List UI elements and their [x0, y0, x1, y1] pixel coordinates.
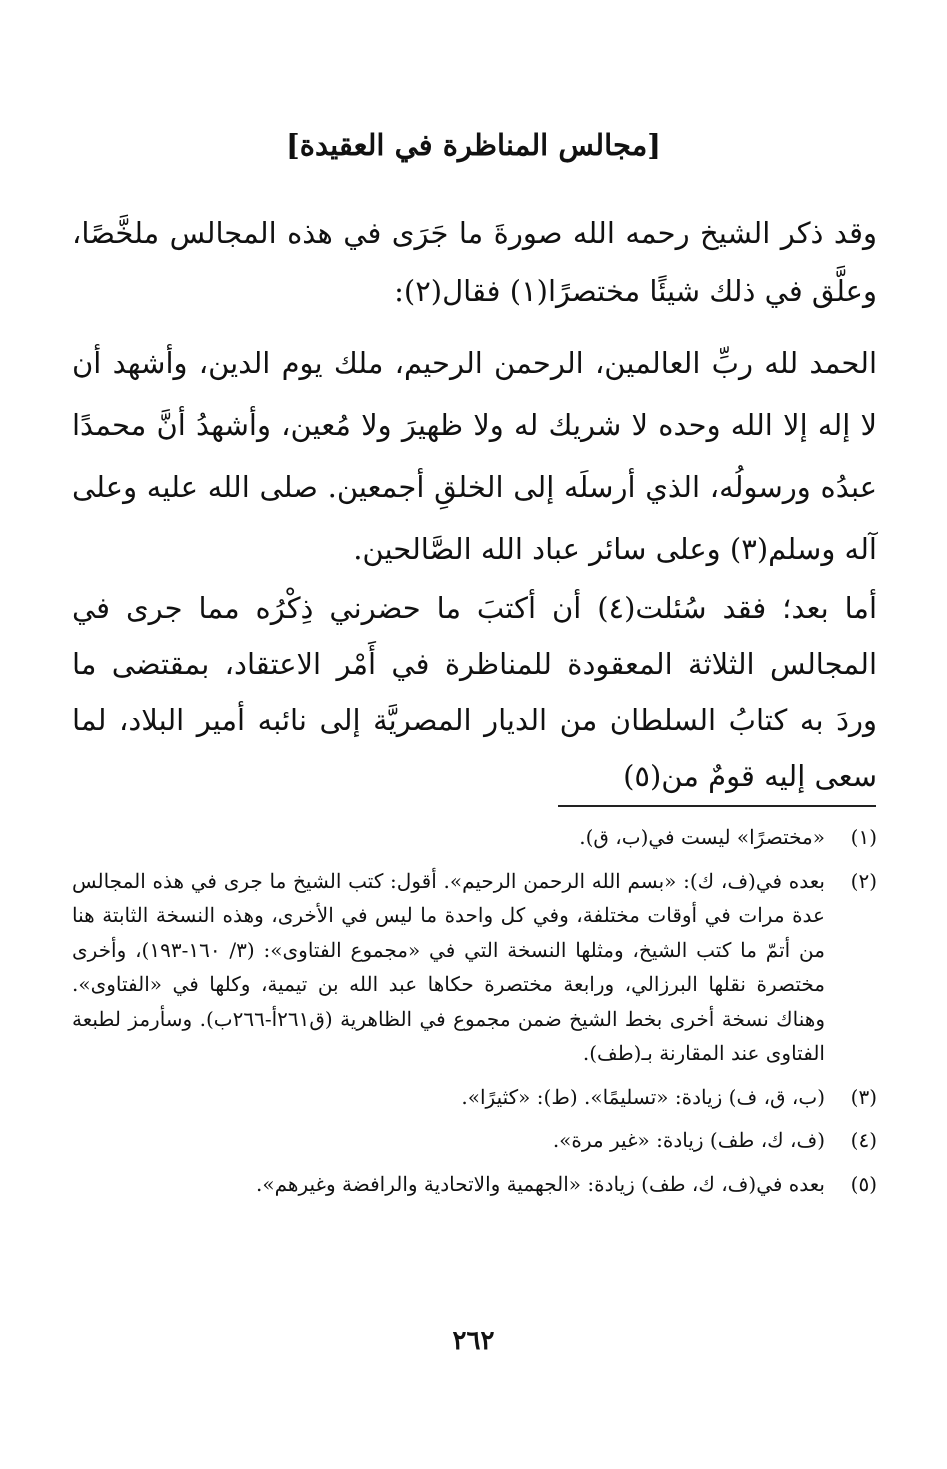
footnote-text: «مختصرًا» ليست في(ب، ق).: [579, 825, 825, 849]
body-paragraph-question: أما بعد؛ فقد سُئلت(٤) أن أكتبَ ما حضرني ذِكْرُه مما جرى في المجالس الثلاثة المعقودة للمناظرة في أَمْر الاعتقاد، بمقتضى ما وردَ به كتابُ السلطان من الديار المصريَّة إلى نائبه أمير البلاد، لما سعى إليه قومٌ من(٥): [72, 591, 877, 793]
footnote: [72, 864, 877, 1071]
footnote-number: (٥): [850, 1171, 877, 1196]
footnotes: [72, 820, 877, 1210]
footnote-number: (٤): [850, 1128, 877, 1152]
footnote: [72, 1080, 877, 1115]
body-paragraph-praise: الحمد لله ربِّ العالمين، الرحمن الرحيم، ملك يوم الدين، وأشهد أن لا إله إلا الله وحده لا شريك له ولا ظهيرَ ولا مُعين، وأشهدُ أنَّ محمدًا عبدُه ورسولُه، الذي أرسلَه إلى الخلقِ أجمعين. صلى الله عليه وعلى آله وسلم(٣) وعلى سائر عباد الله الصَّالحين.: [72, 346, 877, 566]
body-paragraph-intro: وقد ذكر الشيخ رحمه الله صورةَ ما جَرَى في هذه المجالس ملخَّصًا، وعلَّق في ذلك شيئًا مختصرًا(١) فقال(٢):: [72, 216, 877, 308]
page-number: ٢٦٢: [452, 1326, 495, 1356]
footnote-text: بعده في(ف، ك، طف) زيادة: «الجهمية والاتحادية والرافضة وغيرهم».: [256, 1171, 825, 1196]
footnote: [72, 1167, 877, 1202]
footnote-separator: [558, 805, 876, 807]
section-heading: [مجالس المناظرة في العقيدة]: [286, 128, 661, 162]
footnote: [72, 820, 877, 855]
footnote-text: بعده في(ف، ك): «بسم الله الرحمن الرحيم». أقول: كتب الشيخ ما جرى في هذه المجالس عدة مرات في أوقات مختلفة، وفي كل واحدة ما ليس في الأخرى، وهذه النسخة الثابتة هنا من أتمّ ما كتب الشيخ، ومثلها النسخة التي في «مجموع الفتاوى»: (٣/ ١٦٠-١٩٣)، وأخرى مختصرة نقلها البرزالي، ورابعة مختصرة حكاها عبد الله بن تيمية، وكلها في «الفتاوى». وهناك نسخة أخرى بخط الشيخ ضمن مجموع في الظاهرية (ق٢٦١أ-٢٦٦ب). وسأرمز لطبعة الفتاوى عند المقارنة بـ(طف).: [72, 868, 825, 1065]
footnote: [72, 1123, 877, 1158]
footnote-number: (١): [850, 825, 877, 849]
footnote-text: (ب، ق، ف) زيادة: «تسليمًا». (ط): «كثيرًا».: [461, 1084, 825, 1109]
footnote-text: (ف، ك، طف) زيادة: «غير مرة».: [552, 1128, 825, 1152]
footnote-number: (٣): [850, 1084, 877, 1109]
footnote-number: (٢): [850, 868, 877, 893]
